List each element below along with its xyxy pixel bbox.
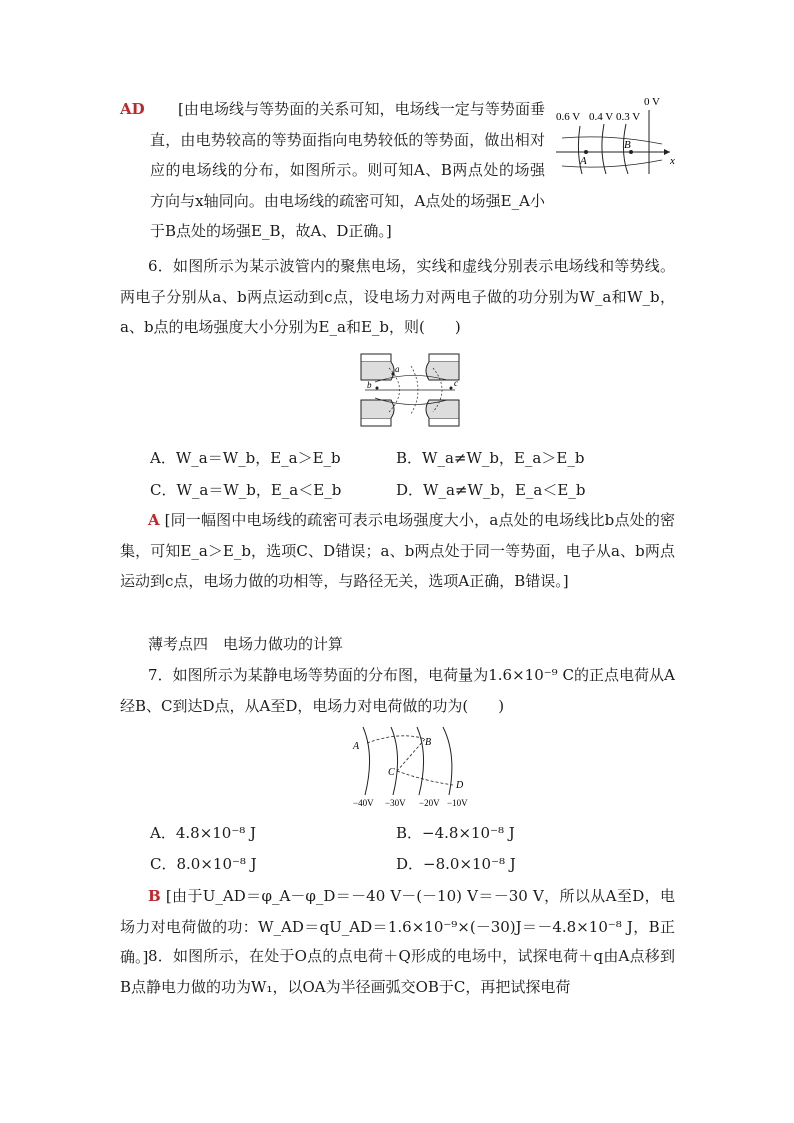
potential-40: −40V bbox=[353, 798, 374, 808]
potential-20: −20V bbox=[419, 798, 440, 808]
q6-option-a: A．W_a＝W_b，E_a＞E_b bbox=[150, 449, 341, 467]
q7-figure bbox=[345, 725, 480, 810]
q6-option-c: C．W_a＝W_b，E_a＜E_b bbox=[150, 481, 342, 499]
q6-figure bbox=[355, 350, 465, 430]
q6-explanation bbox=[120, 505, 675, 597]
label-0v: 0 V bbox=[644, 96, 660, 108]
label-x: x bbox=[670, 155, 675, 167]
potential-10: −10V bbox=[447, 798, 468, 808]
label-a: a bbox=[395, 364, 400, 374]
potential-30: −30V bbox=[385, 798, 406, 808]
q7-explanation-text: [由于U_AD＝φ_A－φ_D＝－40 V－(－10) V＝－30 V，所以从A至D，电场力对电荷做的功：W_AD＝qU_AD＝1.6×10⁻⁹×(－30)J＝－4.8×10⁻⁸ J，B正确。] bbox=[120, 887, 675, 966]
label-a: A bbox=[353, 741, 360, 752]
q5-explanation-text: [由电场线与等势面的关系可知，电场线一定与等势面垂直，由电势较高的等势面指向电势较低的等势面，做出相对应的电场线的分布，如图所示。则可知A、B两点处的场强方向与x轴同向。由电场线的疏密可知，A点处的场强E_A小于B点处的场强E_B，故A、D正确。] bbox=[150, 100, 545, 240]
q7-option-d: D．−8.0×10⁻⁸ J bbox=[396, 855, 516, 873]
q6-option-d: D．W_a≠W_b，E_a＜E_b bbox=[396, 481, 586, 499]
label-b: b bbox=[367, 380, 372, 390]
q7-option-a: A．4.8×10⁻⁸ J bbox=[150, 824, 257, 842]
q5-figure bbox=[552, 94, 682, 174]
label-c: C bbox=[388, 767, 395, 778]
q7-stem: 7．如图所示为某静电场等势面的分布图，电荷量为1.6×10⁻⁹ C的正点电荷从A经B、C到达D点，从A至D，电场力对电荷做的功为( ) bbox=[120, 666, 675, 715]
label-d: D bbox=[456, 780, 464, 791]
label-04v: 0.4 V bbox=[589, 111, 614, 123]
label-06v: 0.6 V bbox=[556, 111, 581, 123]
q6-stem: 6．如图所示为某示波管内的聚焦电场，实线和虚线分别表示电场线和等势线。两电子分别从a、b两点运动到c点，设电场力对两电子做的功分别为W_a和W_b，a、b点的电场强度大小分别为E_a和E_b，则( ) bbox=[120, 257, 675, 336]
q7-option-b: B．−4.8×10⁻⁸ J bbox=[396, 824, 515, 842]
q5-explanation bbox=[150, 94, 545, 247]
label-b: B bbox=[624, 139, 631, 151]
label-a: A bbox=[580, 155, 587, 167]
q6-answer: A bbox=[148, 511, 160, 529]
q8-stem: 8．如图所示，在处于O点的点电荷＋Q形成的电场中，试探电荷＋q由A点移到B点静电力做的功为W₁，以OA为半径画弧交OB于C，再把试探电荷 bbox=[120, 947, 675, 996]
q6-option-b: B．W_a≠W_b，E_a＞E_b bbox=[396, 449, 585, 467]
q7-option-c: C．8.0×10⁻⁸ J bbox=[150, 855, 257, 873]
q6-explanation-text: [同一幅图中电场线的疏密可表示电场强度大小，a点处的电场线比b点处的密集，可知E_a＞E_b，选项C、D错误；a、b两点处于同一等势面，电子从a、b两点运动到c点，电场力做的功相等，与路径无关，选项A正确，B错误。] bbox=[120, 511, 675, 590]
section-heading: 薄考点四 电场力做功的计算 bbox=[148, 635, 344, 653]
label-03v: 0.3 V bbox=[616, 111, 641, 123]
q5-answer: AD bbox=[120, 100, 145, 118]
q7-answer: B bbox=[148, 887, 161, 905]
label-c: c bbox=[454, 378, 458, 388]
label-b: B bbox=[425, 737, 432, 748]
